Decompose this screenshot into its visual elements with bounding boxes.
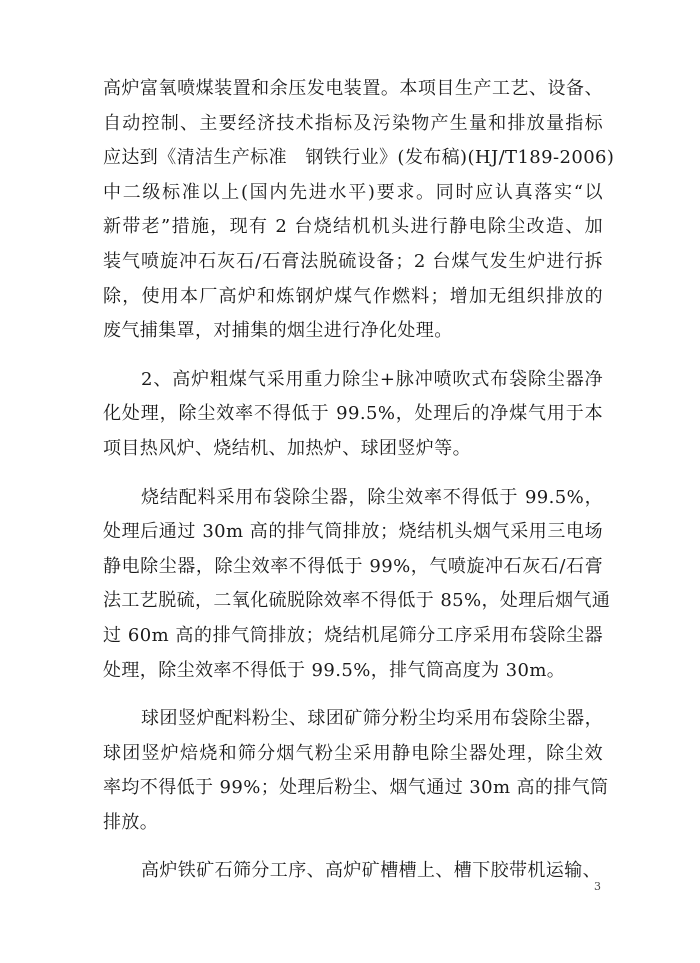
- text-line: 过 60m 高的排气筒排放；烧结机尾筛分工序采用布袋除尘器: [103, 624, 603, 646]
- paragraph-2: [103, 363, 603, 467]
- text-line: 高炉铁矿石筛分工序、高炉矿槽槽上、槽下胶带机运输、: [141, 860, 601, 882]
- text-line: 率均不得低于 99%；处理后粉尘、烟气通过 30m 高的排气筒: [103, 777, 609, 799]
- text-line: 项目热风炉、烧结机、加热炉、球团竖炉等。: [103, 437, 471, 459]
- paragraph-5: [103, 854, 603, 889]
- text-line: 新带老”措施，现有 2 台烧结机机头进行静电除尘改造、加: [103, 216, 603, 238]
- text-line: 法工艺脱硫，二氧化硫脱除效率不得低于 85%，处理后烟气通: [103, 590, 611, 612]
- text-line: 排放。: [103, 811, 159, 833]
- text-line: 处理后通过 30m 高的排气筒排放；烧结机头烟气采用三电场: [103, 521, 603, 543]
- text-line: 化处理，除尘效率不得低于 99.5%，处理后的净煤气用于本: [103, 403, 603, 425]
- text-line: 球团竖炉焙烧和筛分烟气粉尘采用静电除尘器处理，除尘效: [103, 742, 603, 764]
- text-line: 静电除尘器，除尘效率不得低于 99%，气喷旋冲石灰石/石膏: [103, 555, 603, 577]
- text-line: 应达到《清洁生产标准 钢铁行业》(发布稿)(HJ/T189-2006): [103, 147, 615, 169]
- text-line: 处理，除尘效率不得低于 99.5%，排气筒高度为 30m。: [103, 659, 566, 681]
- text-line: 中二级标准以上(国内先进水平)要求。同时应认真落实“以: [103, 181, 603, 203]
- text-line: 高炉富氧喷煤装置和余压发电装置。本项目生产工艺、设备、: [103, 78, 603, 99]
- page-number: 3: [594, 880, 601, 893]
- text-line: 烧结配料采用布袋除尘器，除尘效率不得低于 99.5%，: [141, 486, 603, 508]
- paragraph-1: [103, 72, 615, 349]
- text-line: 球团竖炉配料粉尘、球团矿筛分粉尘均采用布袋除尘器，: [141, 708, 603, 730]
- paragraph-4: [103, 702, 609, 840]
- text-line: 废气捕集罩，对捕集的烟尘进行净化处理。: [103, 320, 453, 342]
- text-line: 装气喷旋冲石灰石/石膏法脱硫设备；2 台煤气发生炉进行拆: [103, 250, 603, 272]
- text-line: 自动控制、主要经济技术指标及污染物产生量和排放量指标: [103, 112, 603, 134]
- text-line: 2、高炉粗煤气采用重力除尘+脉冲喷吹式布袋除尘器净: [141, 368, 603, 390]
- document-body: [103, 72, 615, 889]
- text-line: 除，使用本厂高炉和炼钢炉煤气作燃料；增加无组织排放的: [103, 285, 603, 307]
- paragraph-3: [103, 481, 611, 689]
